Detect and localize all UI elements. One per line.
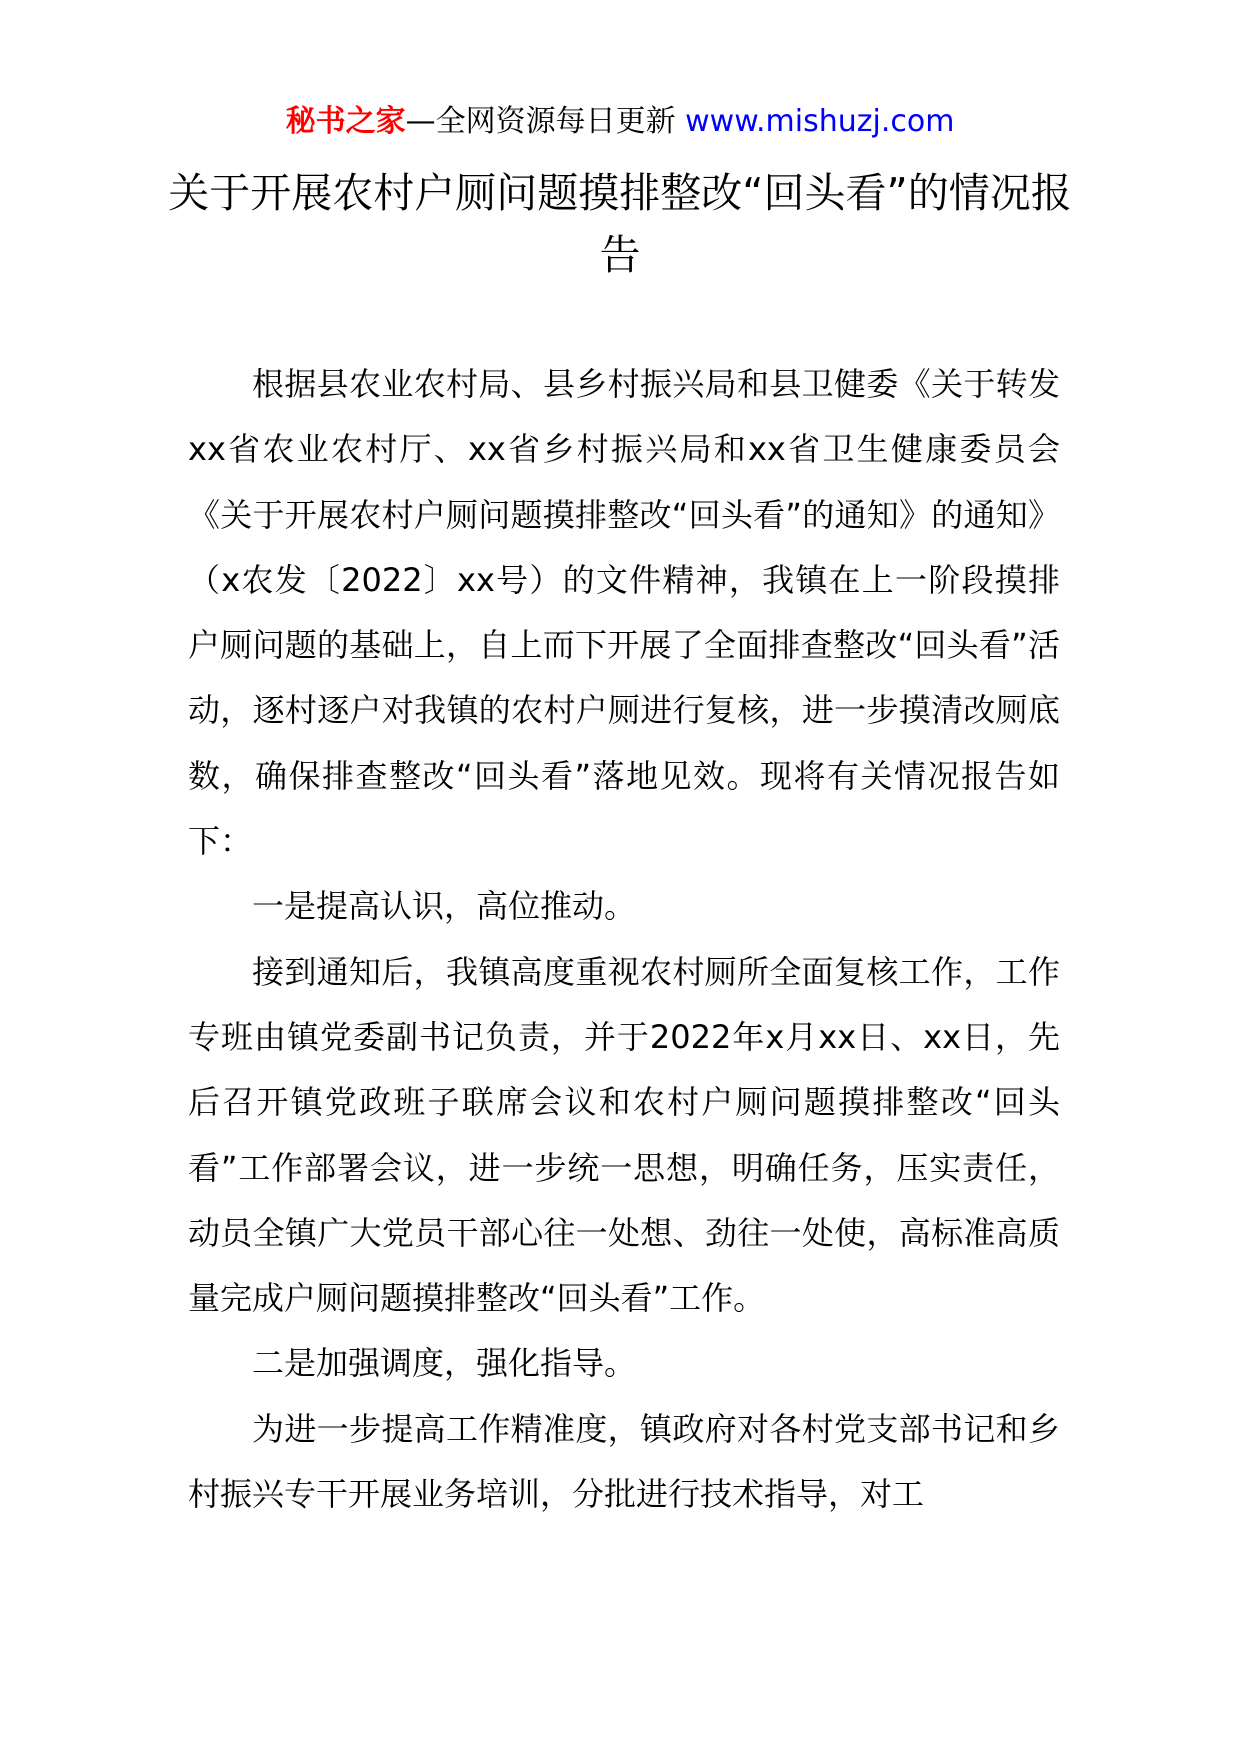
intro-paragraph: 根据县农业农村局、县乡村振兴局和县卫健委《关于转发xx省农业农村厅、xx省乡村振兴局和xx省卫生健康委员会《关于开展农村户厕问题摸排整改“回头看”的通知》的通知》（x农发〔2022〕xx号）的文件精神，我镇在上一阶段摸排户厕问题的基础上，自上而下开展了全面排查整改“回头看”活动，逐村逐户对我镇的农村户厕进行复核，进一步摸清改厕底数，确保排查整改“回头看”落地见效。现将有关情况报告如下： xyxy=(188,365,1060,861)
section-heading-1: 一是提高认识，高位推动。 xyxy=(252,887,637,926)
section-paragraph-1: 接到通知后，我镇高度重视农村厕所全面复核工作，工作专班由镇党委副书记负责，并于2022年x月xx日、xx日，先后召开镇党政班子联席会议和农村户厕问题摸排整改“回头看”工作部署会议，进一步统一思想，明确任务，压实责任，动员全镇广大党员干部心往一处想、劲往一处使，高标准高质量完成户厕问题摸排整改“回头看”工作。 xyxy=(188,952,1060,1318)
section-heading-2: 二是加强调度，强化指导。 xyxy=(252,1344,637,1383)
site-header xyxy=(0,102,1240,142)
header-tagline: —全网资源每日更新 xyxy=(405,104,676,139)
site-url-link[interactable]: www.mishuzj.com xyxy=(685,104,955,139)
document-body xyxy=(188,352,1060,1527)
section-paragraph-2: 为进一步提高工作精准度，镇政府对各村党支部书记和乡村振兴专干开展业务培训，分批进行技术指导，对工 xyxy=(188,1409,1060,1514)
brand-name: 秘书之家 xyxy=(285,104,406,139)
document-title: 关于开展农村户厕问题摸排整改“回头看”的情况报告 xyxy=(168,169,1072,279)
